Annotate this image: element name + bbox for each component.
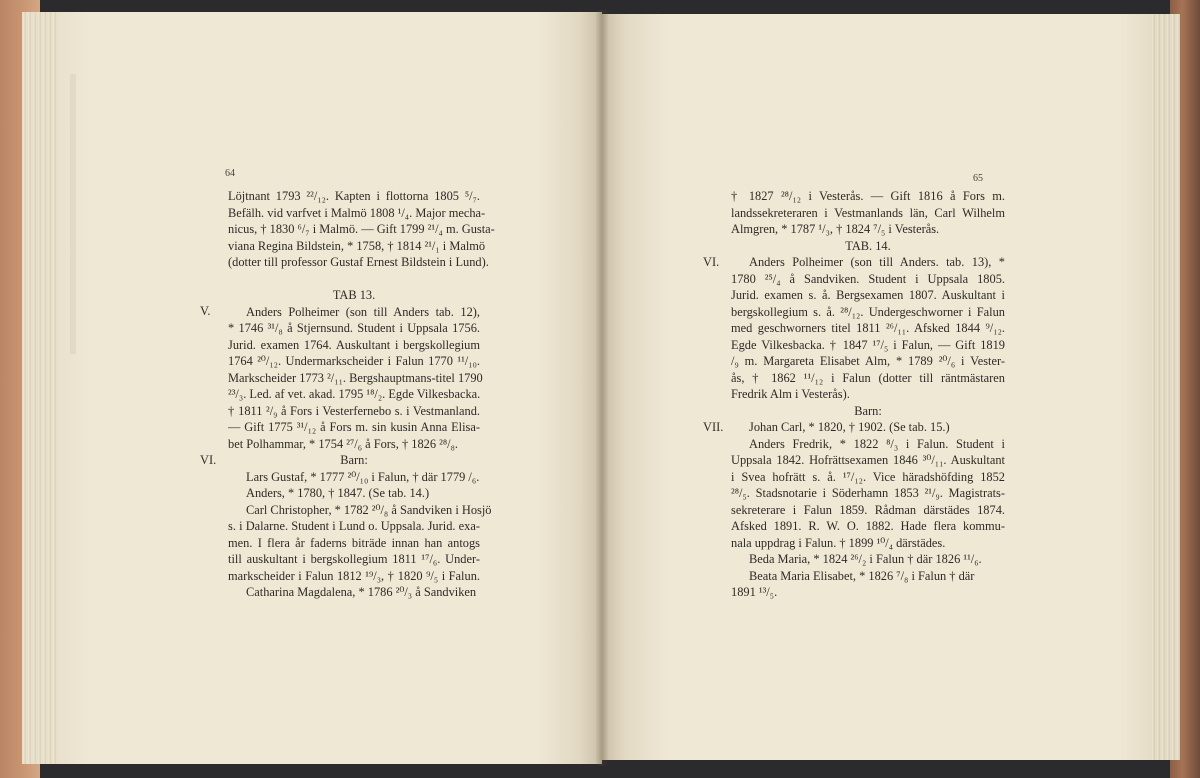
- text-line: (dotter till professor Gustaf Ernest Bildstein i Lund).: [228, 255, 489, 269]
- text-line: 1780 ²⁵/₄ å Sandviken. Student i Uppsala 1805.: [731, 271, 1005, 286]
- left-page-number: 64: [225, 168, 235, 179]
- text-line: till auskultant i bergskollegium 1811 ¹⁷/₆. Under-: [228, 552, 480, 566]
- text-line: Anders Fredrik, * 1822 ⁸/₃ i Falun. Student i: [749, 436, 1005, 451]
- text-line: nicus, † 1830 ⁶/₇ i Malmö. — Gift 1799 ²¹/₄ m. Gusta-: [228, 222, 495, 236]
- text-line: Anders, * 1780, † 1847. (Se tab. 14.): [246, 486, 430, 500]
- text-line: Johan Carl, * 1820, † 1902. (Se tab. 15.): [749, 420, 950, 434]
- table-heading: TAB 13.: [332, 288, 376, 302]
- text-line: sekreterare i Falun 1859. Rådman därstädes 1874.: [731, 502, 1005, 517]
- text-line: † 1811 ²/₉ å Fors i Vesterfernebo s. i Vestmanland.: [228, 403, 480, 418]
- text-line: med geschworners titel 1811 ²⁶/₁₁. Afsked 1844 ⁹/₁₂.: [731, 321, 1005, 335]
- text-line: /₉ m. Margareta Elisabet Alm, * 1789 ²⁰/₆ i Vester-: [731, 354, 1005, 368]
- generation-numeral: VII.: [703, 420, 724, 434]
- right-page-text: [731, 188, 1005, 601]
- text-line: markscheider i Falun 1812 ¹⁹/₃, † 1820 ⁹/₅ i Falun.: [228, 568, 480, 583]
- text-line: Anders Polheimer (son till Anders. tab. 13), *: [749, 255, 1005, 269]
- text-line: * 1746 ³¹/₈ å Stjernsund. Student i Uppsala 1756.: [228, 321, 480, 335]
- text-line: Beata Maria Elisabet, * 1826 ⁷/₈ i Falun † där: [749, 568, 975, 583]
- text-line: Carl Christopher, * 1782 ²⁰/₈ å Sandviken i Hosjö: [246, 502, 492, 517]
- text-line: men. I flera år faderns biträde innan han antogs: [228, 535, 480, 550]
- text-line: landssekreteraren i Vestmanlands län, Carl Wilhelm: [731, 205, 1005, 220]
- text-line: Uppsala 1842. Hofrättsexamen 1846 ³⁰/₁₁. Auskultant: [731, 453, 1005, 467]
- generation-numeral: V.: [200, 304, 211, 318]
- text-line: bet Polhammar, * 1754 ²⁷/₆ å Fors, † 1826 ²⁸/₈.: [228, 436, 459, 451]
- text-line: Markscheider 1773 ²/₁₁. Bergshauptmans-titel 1790: [228, 370, 483, 385]
- text-line: Almgren, * 1787 ¹/₃, † 1824 ⁷/₅ i Vesterås.: [731, 222, 940, 236]
- left-page-text: [228, 188, 495, 601]
- text-line: Beda Maria, * 1824 ²⁶/₂ i Falun † där 1826 ¹¹/₆.: [749, 552, 982, 566]
- text-line: † 1827 ²⁸/₁₂ i Vesterås. — Gift 1816 å Fors m.: [731, 189, 1005, 203]
- text-line: Fredrik Alm i Vesterås).: [731, 387, 850, 401]
- page-edges-right: [1146, 14, 1180, 760]
- text-line: 1891 ¹³/₅.: [731, 585, 778, 599]
- text-line: Catharina Magdalena, * 1786 ²⁰/₃ å Sandviken: [246, 585, 477, 599]
- text-line: Löjtnant 1793 ²²/₁₂. Kapten i flottorna 1805 ⁵/₇.: [228, 189, 480, 203]
- text-line: bergskollegium s. å. ²⁸/₁₂. Undergeschworner i Falun: [731, 304, 1005, 319]
- text-line: Jurid. examen s. å. Bergsexamen 1807. Auskultant i: [731, 288, 1005, 302]
- text-line: Anders Polheimer (son till Anders tab. 12),: [246, 304, 480, 319]
- text-line: Lars Gustaf, * 1777 ²⁰/₁₀ i Falun, † där 1779 /₆.: [246, 469, 480, 484]
- text-line: i Svea hofrätt s. å. ¹⁷/₁₂. Vice häradshöfding 1852: [731, 469, 1005, 484]
- section-label: Barn:: [854, 403, 882, 418]
- generation-numeral: VI.: [200, 453, 217, 467]
- text-line: Jurid. examen 1764. Auskultant i bergskollegium: [228, 337, 480, 352]
- text-line: Egde Vilkesbacka. † 1847 ¹⁷/₅ i Falun, — Gift 1819: [731, 337, 1005, 352]
- text-line: ²⁸/₅. Stadsnotarie i Söderhamn 1853 ²¹/₉. Magistrats-: [731, 486, 1005, 500]
- text-line: 1764 ²⁰/₁₂. Undermarkscheider i Falun 1770 ¹¹/₁₀.: [228, 354, 480, 368]
- book-gutter: [596, 10, 608, 766]
- text-line: — Gift 1775 ³¹/₁₂ å Fors m. sin kusin Anna Elisa-: [228, 420, 480, 434]
- text-line: s. i Dalarne. Student i Lund o. Uppsala. Jurid. exa-: [228, 519, 480, 533]
- right-page-number: 65: [973, 173, 983, 184]
- blank-line: [228, 271, 480, 288]
- section-label: Barn:: [340, 453, 368, 467]
- inner-shadow: [70, 74, 76, 354]
- text-line: nala uppdrag i Falun. † 1899 ¹⁰/₄ därstädes.: [731, 535, 946, 550]
- generation-numeral: VI.: [703, 255, 720, 269]
- text-line: Befälh. vid varfvet i Malmö 1808 ¹/₄. Major mecha-: [228, 205, 486, 220]
- text-line: ås, † 1862 ¹¹/₁₂ i Falun (dotter till räntmästaren: [731, 370, 1005, 385]
- text-line: viana Regina Bildstein, * 1758, † 1814 ²¹/₁ i Malmö: [228, 238, 486, 253]
- text-line: ²³/₃. Led. af vet. akad. 1795 ¹⁸/₂. Egde Vilkesbacka.: [228, 387, 481, 401]
- table-heading: TAB. 14.: [845, 238, 891, 253]
- text-line: Afsked 1891. R. W. O. 1882. Hade flera kommu-: [731, 519, 1005, 533]
